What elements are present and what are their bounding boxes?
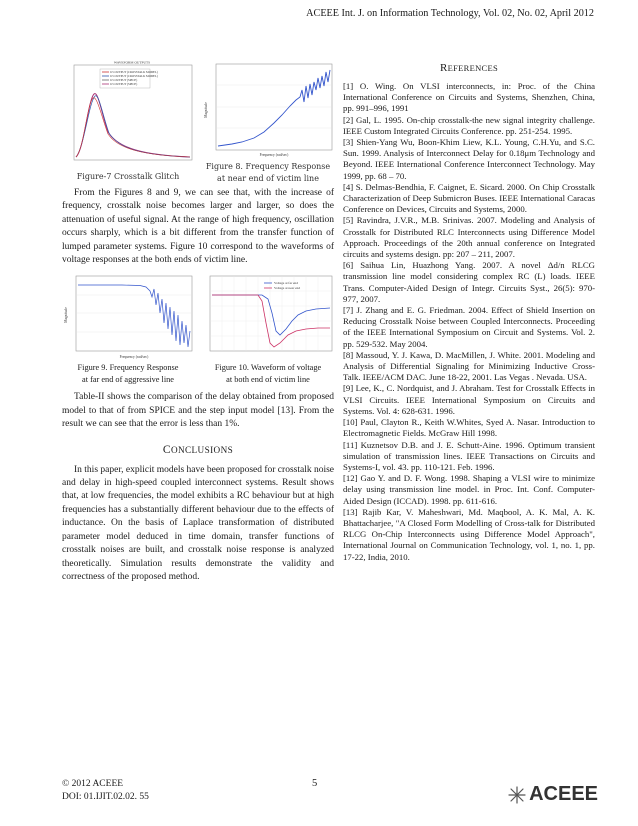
fig8-caption-line1: Figure 8. Frequency Response bbox=[205, 162, 331, 171]
fig8-plot bbox=[202, 60, 334, 160]
reference-5: [5] Ravindra, J.V.R., M.B. Srinivas. 2007. Modeling and Analysis of Crosstalk for Distributed RLC Interconnects using Difference Model Approach. Proceedings of the 20th annual conference on Integrated circuits and systems design. pp: 207 – 211, 2007. bbox=[343, 215, 595, 260]
references-heading bbox=[343, 62, 595, 74]
fig7-legend-0: 0.5 OUTPUT (CROSSTALK MODEL) bbox=[110, 70, 158, 74]
reference-4: [4] S. Delmas-Bendhia, F. Caignet, E. Sicard. 2000. On Chip Crosstalk Characterization of Deep Submicron Buses. IEEE International Caracas Conference on Devices, Circuits and Systems, 2000. bbox=[343, 181, 595, 215]
aceee-star-icon bbox=[507, 785, 527, 805]
copyright: © 2012 ACEEE bbox=[62, 779, 124, 789]
reference-11: [11] Kuznetsov D.B. and J. E. Schutt-Aine. 1996. Optimum transient simulation of transmission lines. IEEE Transactions on Circuits and Systems-I, vol. 43. pp. 110-121. Feb. 1996. bbox=[343, 439, 595, 472]
figure-row-top bbox=[62, 60, 334, 183]
fig7-title: WAVEFORM OUTPUTS bbox=[113, 60, 151, 65]
fig9-caption-line1: Figure 9. Frequency Response bbox=[77, 363, 179, 373]
fig7-caption: Figure-7 Crosstalk Glitch bbox=[76, 172, 180, 181]
fig8-xlabel: Frequency (rad/sec) bbox=[259, 153, 289, 157]
footer-info bbox=[62, 778, 149, 803]
paragraph-2: Table-II shows the comparison of the delay obtained from proposed model to that of from SPICE and the step input model [13]. From the result we can see that the error is less than 1%. bbox=[62, 392, 334, 430]
fig10-plot bbox=[202, 273, 334, 361]
fig8-caption-line2: at near end of victim line bbox=[217, 173, 319, 183]
fig10-legend-a: Voltage at far end bbox=[274, 281, 298, 286]
figure-9 bbox=[62, 273, 194, 385]
right-column bbox=[343, 60, 595, 563]
references-first-letter: R bbox=[439, 62, 448, 74]
aceee-logo bbox=[507, 783, 598, 806]
figure-8 bbox=[202, 60, 334, 183]
figure-row-bottom bbox=[62, 273, 334, 385]
reference-10: [10] Paul, Clayton R., Keith W.Whites, Syed A. Nasar. Introduction to Electromagnetic Fields. McGraw Hill 1998. bbox=[343, 417, 595, 439]
figure-10 bbox=[202, 273, 334, 385]
fig10-caption-line1: Figure 10. Waveform of voltage bbox=[214, 363, 322, 373]
conclusions-heading bbox=[62, 444, 334, 456]
fig7-legend-3: 0.5 OUTPUT (SPICE) bbox=[110, 82, 138, 86]
figure-7 bbox=[62, 60, 194, 182]
journal-header: ACEEE Int. J. on Information Technology, Vol. 02, No. 02, April 2012 bbox=[306, 8, 594, 19]
fig7-plot bbox=[62, 60, 194, 170]
reference-2: [2] Gal, L. 1995. On-chip crosstalk-the new signal integrity challenge. IEEE Custom Integrated Circuits Conference. pp. 251-254. 1995. bbox=[343, 114, 595, 136]
fig9-caption-line2: at far end of aggressive line bbox=[82, 375, 174, 385]
reference-1: [1] O. Wing. On VLSI interconnects, in: Proc. of the China International Conference on Circuits and Systems, Shenzhen, China, pp. 991–996, 1991 bbox=[343, 81, 595, 114]
conclusions-first-letter: C bbox=[162, 443, 171, 456]
reference-7: [7] J. Zhang and E. G. Friedman. 2004. Effect of Shield Insertion on Reducing Crosstalk Noise between Coupled Interconnects. Proceeding of the IEEE International Symposium on Circuit and Systems. Vol. 2. pp. 529-532. May 2004. bbox=[343, 305, 595, 349]
fig9-ylabel: Magnitude bbox=[64, 307, 68, 324]
reference-13: [13] Rajib Kar, V. Maheshwari, Md. Maqbool, A. K. Mal, A. K. Bhattacharjee, "A Closed Form Modelling of Cross-talk for Distributed RLCG On-Chip Interconnects using Difference Model Approach", International Journal on Communication Technology, vol. 1, no. 1, pp. 17-22, India, 2010. bbox=[343, 506, 595, 562]
paragraph-3: In this paper, explicit models have been proposed for crosstalk noise and delay in high-speed coupled interconnect systems. Result shows that, at low frequencies, the model exhibits a RC behaviour but at high frequencies has a substantially different behaviour due to the effects of inductance. On the basis of Laplace transformation of distributed parameter model deduced in time domain, transfer functions of crosstalk noises are built, and crosstalk noise response is analyzed theoretically. Simulation results demonstrate the validity and correctness of the proposed method. bbox=[62, 464, 335, 582]
fig10-caption-line2: at both end of victim line bbox=[226, 375, 310, 385]
reference-3: [3] Shien-Yang Wu, Boon-Khim Liew, K.L. Young, C.H.Yu, and S.C. Sun. 1999. Analysis of Interconnect Delay for 0.18μm Technology and Beyond. IEEE International Conference Interconnect Technology. May 1999, pp. 68 – 70. bbox=[343, 137, 595, 181]
reference-9: [9] Lee, K., C. Nordquist, and J. Abraham. Test for Crosstalk Effects in VLSI Circuits. IEEE International Symposium on Circuits and Systems. Vol. 4: 628-631. 1996. bbox=[343, 383, 595, 416]
conclusions-rest: ONCLUSIONS bbox=[170, 444, 234, 455]
fig9-plot bbox=[62, 273, 194, 361]
reference-8: [8] Massoud, Y. J. Kawa, D. MacMillen, J. White. 2001. Modeling and Analysis of Differential Signaling for Minimizing Inductive Cross-Talk. IEEE/ACM DAC. June 18-22, 2001. Las Vegas . Nevada. USA. bbox=[343, 349, 595, 383]
fig7-legend-2: 0.5 OUTPUT (SPICE) bbox=[110, 78, 138, 82]
left-column bbox=[62, 60, 334, 584]
reference-6: [6] Saihua Lin, Huazhong Yang. 2007. A novel Δd/n RLCG transmission line model considering complex RC (L) loads. IEEE Trans. Computer-Aided Design of Integr. Circuits Syst., 26(5): 970-977, 2007. bbox=[343, 260, 595, 304]
fig8-ylabel: Magnitude bbox=[204, 102, 208, 118]
logo-text: ACEEE bbox=[529, 783, 598, 805]
paragraph-1: From the Figures 8 and 9, we can see that, with the increase of frequency, crosstalk noise becomes larger and larger, so does the attenuation of useful signal. At the range of high frequency, oscillation occurs sharply, which is a bit different from the transfer function of lumped parameter systems. Figure 10 correspond to the waveforms of voltage responses at the both ends of victim line. bbox=[62, 188, 334, 266]
page-number: 5 bbox=[312, 778, 318, 789]
doi: DOI: 01.IJIT.02.02. 55 bbox=[62, 791, 149, 802]
reference-12: [12] Gao Y. and D. F. Wong. 1998. Shaping a VLSI wire to minimize delay using transmission line model. in Proc. Int. Conf. Computer-Aided Design (ICCAD). 1998. pp. 611-616. bbox=[343, 473, 595, 506]
references-rest: EFERENCES bbox=[447, 63, 499, 73]
fig7-legend-1: 0.5 OUTPUT (CROSSTALK MODEL) bbox=[110, 74, 158, 78]
fig9-xlabel: Frequency (rad/sec) bbox=[119, 355, 149, 360]
fig10-legend-b: Voltage at near end bbox=[274, 286, 301, 291]
